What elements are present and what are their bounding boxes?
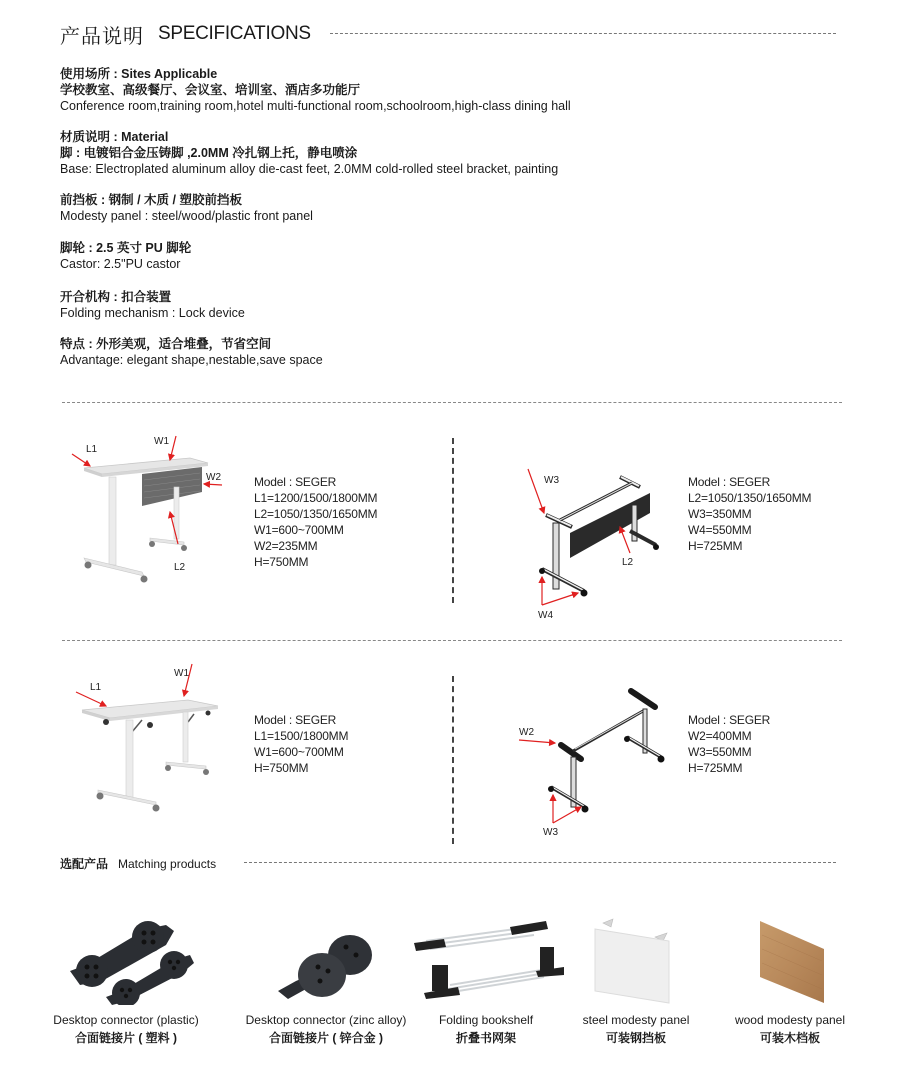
header-title-en: SPECIFICATIONS <box>158 23 311 44</box>
product-name-en: Desktop connector (zinc alloy) <box>245 1013 407 1027</box>
product-name-en: wood modesty panel <box>734 1013 846 1027</box>
spec-castor <box>60 240 191 272</box>
arrow-label: L2 <box>622 557 634 568</box>
arrow-label: L1 <box>86 444 98 455</box>
spec-label: 使用场所 : Sites Applicable <box>60 67 218 81</box>
spec-line: Advantage: elegant shape,nestable,save space <box>60 353 323 367</box>
model-line: H=750MM <box>254 555 309 569</box>
figure-frame-plain <box>515 685 675 840</box>
model-line: Model : SEGER <box>254 713 337 727</box>
product-name-cn: 可装木档板 <box>759 1031 820 1045</box>
model-specs-frame-plain <box>688 712 770 776</box>
model-line: W2=235MM <box>254 539 318 553</box>
spec-label: 前挡板 : 钢制 / 木质 / 塑胶前挡板 <box>60 193 242 207</box>
product-name-cn: 合面链接片 ( 锌合金 ) <box>269 1031 383 1045</box>
product-wood-modesty-panel <box>700 905 880 1046</box>
spec-label: 脚轮 : 2.5 英寸 PU 脚轮 <box>60 241 192 255</box>
section-divider <box>62 402 842 403</box>
product-name-en: steel modesty panel <box>582 1013 690 1027</box>
spec-line: Conference room,training room,hotel multi-functional room,schoolroom,high-class dining hall <box>60 99 571 113</box>
arrow-label: L2 <box>174 562 186 573</box>
figure-table-plain <box>70 662 220 812</box>
model-line: L1=1200/1500/1800MM <box>254 491 378 505</box>
arrow-label: W2 <box>519 727 534 738</box>
header-title-cn: 产品说明 <box>60 25 144 48</box>
model-line: L2=1050/1350/1650MM <box>254 507 378 521</box>
model-line: W1=600~700MM <box>254 745 344 759</box>
header-divider <box>330 33 836 34</box>
matching-title-en: Matching products <box>118 856 217 871</box>
model-line: W1=600~700MM <box>254 523 344 537</box>
model-line: H=750MM <box>254 761 309 775</box>
product-name-cn: 合面链接片 ( 塑料 ) <box>75 1031 177 1045</box>
model-line: Model : SEGER <box>254 475 337 489</box>
model-line: W2=400MM <box>688 729 752 743</box>
model-line: H=725MM <box>688 761 743 775</box>
product-name-en: Folding bookshelf <box>438 1013 534 1027</box>
model-line: W4=550MM <box>688 523 752 537</box>
spec-label: 开合机构 : 扣合装置 <box>60 290 172 304</box>
product-steel-modesty-panel <box>546 905 726 1046</box>
zinc-connector-image <box>236 905 416 1005</box>
spec-label: 特点 : 外形美观，适合堆叠，节省空间 <box>60 337 272 351</box>
spec-advantage <box>60 336 323 368</box>
column-divider <box>452 438 454 603</box>
product-name-en: Desktop connector (plastic) <box>53 1013 199 1027</box>
arrow-label: W4 <box>538 610 553 621</box>
model-specs-table-plain <box>254 712 348 776</box>
figure-frame-with-panel <box>520 465 670 625</box>
matching-divider <box>244 862 836 863</box>
spec-line: Modesty panel : steel/wood/plastic front panel <box>60 209 313 223</box>
spec-line: Castor: 2.5"PU castor <box>60 257 181 271</box>
arrow-label: W1 <box>174 668 189 679</box>
arrow-label: W3 <box>544 475 559 486</box>
steel-panel-image <box>546 905 726 1005</box>
column-divider <box>452 676 454 844</box>
arrow-label: L1 <box>90 682 102 693</box>
product-name-cn: 折叠书网架 <box>455 1031 516 1045</box>
product-zinc-connector <box>236 905 416 1046</box>
spec-material <box>60 129 558 177</box>
figure-table-with-panel <box>62 432 232 587</box>
matching-products-title <box>60 855 216 872</box>
product-name-cn: 可装钢挡板 <box>605 1031 666 1045</box>
spec-line: Folding mechanism : Lock device <box>60 306 245 320</box>
arrow-label: W2 <box>206 472 221 483</box>
model-line: Model : SEGER <box>688 475 771 489</box>
model-line: Model : SEGER <box>688 713 771 727</box>
spec-label: 材质说明 : Material <box>60 130 169 144</box>
spec-folding <box>60 289 245 321</box>
model-line: L1=1500/1800MM <box>254 729 349 743</box>
product-plastic-connector <box>36 905 216 1046</box>
model-line: W3=550MM <box>688 745 752 759</box>
model-specs-frame-with-panel <box>688 474 811 554</box>
plastic-connector-image <box>36 905 216 1005</box>
model-line: H=725MM <box>688 539 743 553</box>
spec-modesty-panel <box>60 192 313 224</box>
model-line: L2=1050/1350/1650MM <box>688 491 812 505</box>
arrow-label: W3 <box>543 827 558 838</box>
arrow-label: W1 <box>154 436 169 447</box>
model-specs-table-with-panel <box>254 474 377 570</box>
wood-panel-image <box>700 905 880 1005</box>
spec-line: Base: Electroplated aluminum alloy die-cast feet, 2.0MM cold-rolled steel bracket, painting <box>60 162 559 176</box>
spec-line: 学校教室、高级餐厅、会议室、培训室、酒店多功能厅 <box>60 83 361 97</box>
page-header <box>60 20 311 48</box>
matching-title-cn: 选配产品 <box>60 857 109 871</box>
model-line: W3=350MM <box>688 507 752 521</box>
section-divider <box>62 640 842 641</box>
spec-line: 脚 : 电镀铝合金压铸脚 ,2.0MM 冷扎钢上托，静电喷涂 <box>60 146 358 160</box>
spec-sites <box>60 66 571 114</box>
